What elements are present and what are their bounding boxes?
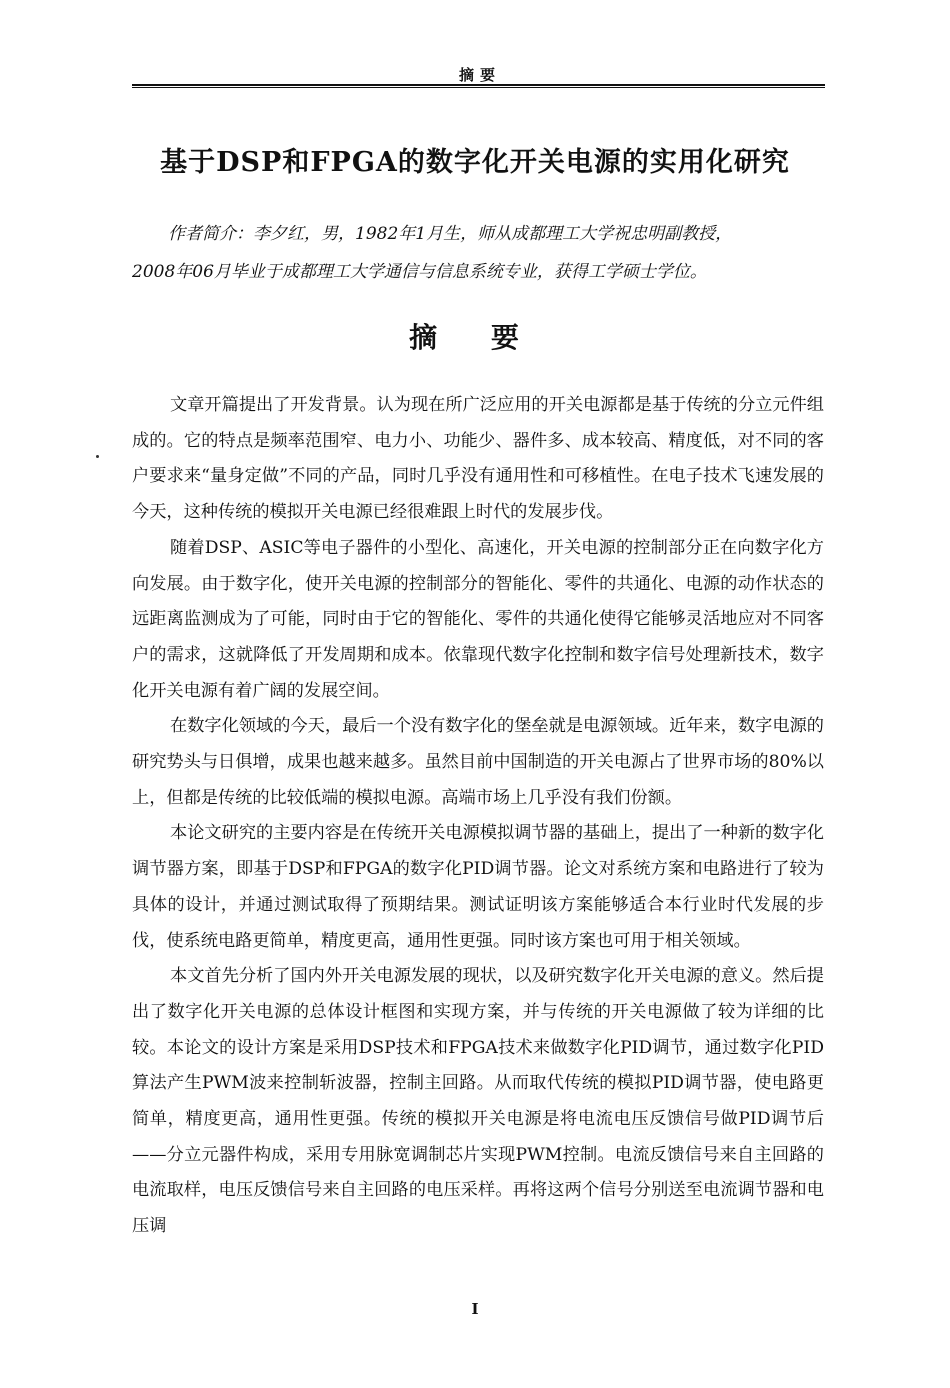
author-bio bbox=[132, 215, 824, 291]
author-bio-line-1: 作者简介：李夕红，男，1982年1月生，师从成都理工大学祝忠明副教授， bbox=[168, 224, 733, 244]
abstract-paragraph-1: 文章开篇提出了开发背景。认为现在所广泛应用的开关电源都是基于传统的分立元件组成的。它的特点是频率范围窄、电力小、功能少、器件多、成本较高、精度低，对不同的客户要求来“量身定做”不同的产品，同时几乎没有通用性和可移植性。在电子技术飞速发展的今天，这种传统的模拟开关电源已经很难跟上时代的发展步伐。 bbox=[132, 395, 824, 523]
paper-title: 基于DSP和FPGA的数字化开关电源的实用化研究 bbox=[160, 147, 790, 178]
header-rule-thin bbox=[132, 87, 825, 88]
abstract-paragraph-2: 随着DSP、ASIC等电子器件的小型化、高速化，开关电源的控制部分正在向数字化方向发展。由于数字化，使开关电源的控制部分的智能化、零件的共通化、电源的动作状态的远距离监测成为了可能，同时由于它的智能化、零件的共通化使得它能够灵活地应对不同客户的需求，这就降低了开发周期和成本。依靠现代数字化控制和数字信号处理新技术，数字化开关电源有着广阔的发展空间。 bbox=[132, 537, 824, 701]
abstract-paragraph-4: 本论文研究的主要内容是在传统开关电源模拟调节器的基础上，提出了一种新的数字化调节器方案，即基于DSP和FPGA的数字化PID调节器。论文对系统方案和电路进行了较为具体的设计，并通过测试取得了预期结果。测试证明该方案能够适合本行业时代发展的步伐，使系统电路更简单，精度更高，通用性更强。同时该方案也可用于相关领域。 bbox=[132, 823, 824, 951]
abstract-body bbox=[132, 388, 824, 1245]
abstract-heading: 摘 要 bbox=[409, 321, 541, 354]
page-number: I bbox=[471, 1300, 479, 1318]
author-bio-line-2: 2008年06月毕业于成都理工大学通信与信息系统专业，获得工学硕士学位。 bbox=[132, 262, 707, 282]
running-header: 摘要 bbox=[458, 66, 501, 84]
abstract-paragraph-3: 在数字化领域的今天，最后一个没有数字化的堡垒就是电源领域。近年来，数字电源的研究势头与日俱增，成果也越来越多。虽然目前中国制造的开关电源占了世界市场的80%以上，但都是传统的比较低端的模拟电源。高端市场上几乎没有我们份额。 bbox=[132, 716, 824, 808]
abstract-paragraph-5: 本文首先分析了国内外开关电源发展的现状，以及研究数字化开关电源的意义。然后提出了数字化开关电源的总体设计框图和实现方案，并与传统的开关电源做了较为详细的比较。本论文的设计方案是采用DSP技术和FPGA技术来做数字化PID调节，通过数字化PID算法产生PWM波来控制斩波器，控制主回路。从而取代传统的模拟PID调节器，使电路更简单，精度更高，通用性更强。传统的模拟开关电源是将电流电压反馈信号做PID调节后——分立元器件构成，采用专用脉宽调制芯片实现PWM控制。电流反馈信号来自主回路的电流取样，电压反馈信号来自主回路的电压采样。再将这两个信号分别送至电流调节器和电压调 bbox=[132, 966, 824, 1237]
header-rule bbox=[132, 84, 825, 86]
scan-speck bbox=[96, 455, 99, 458]
